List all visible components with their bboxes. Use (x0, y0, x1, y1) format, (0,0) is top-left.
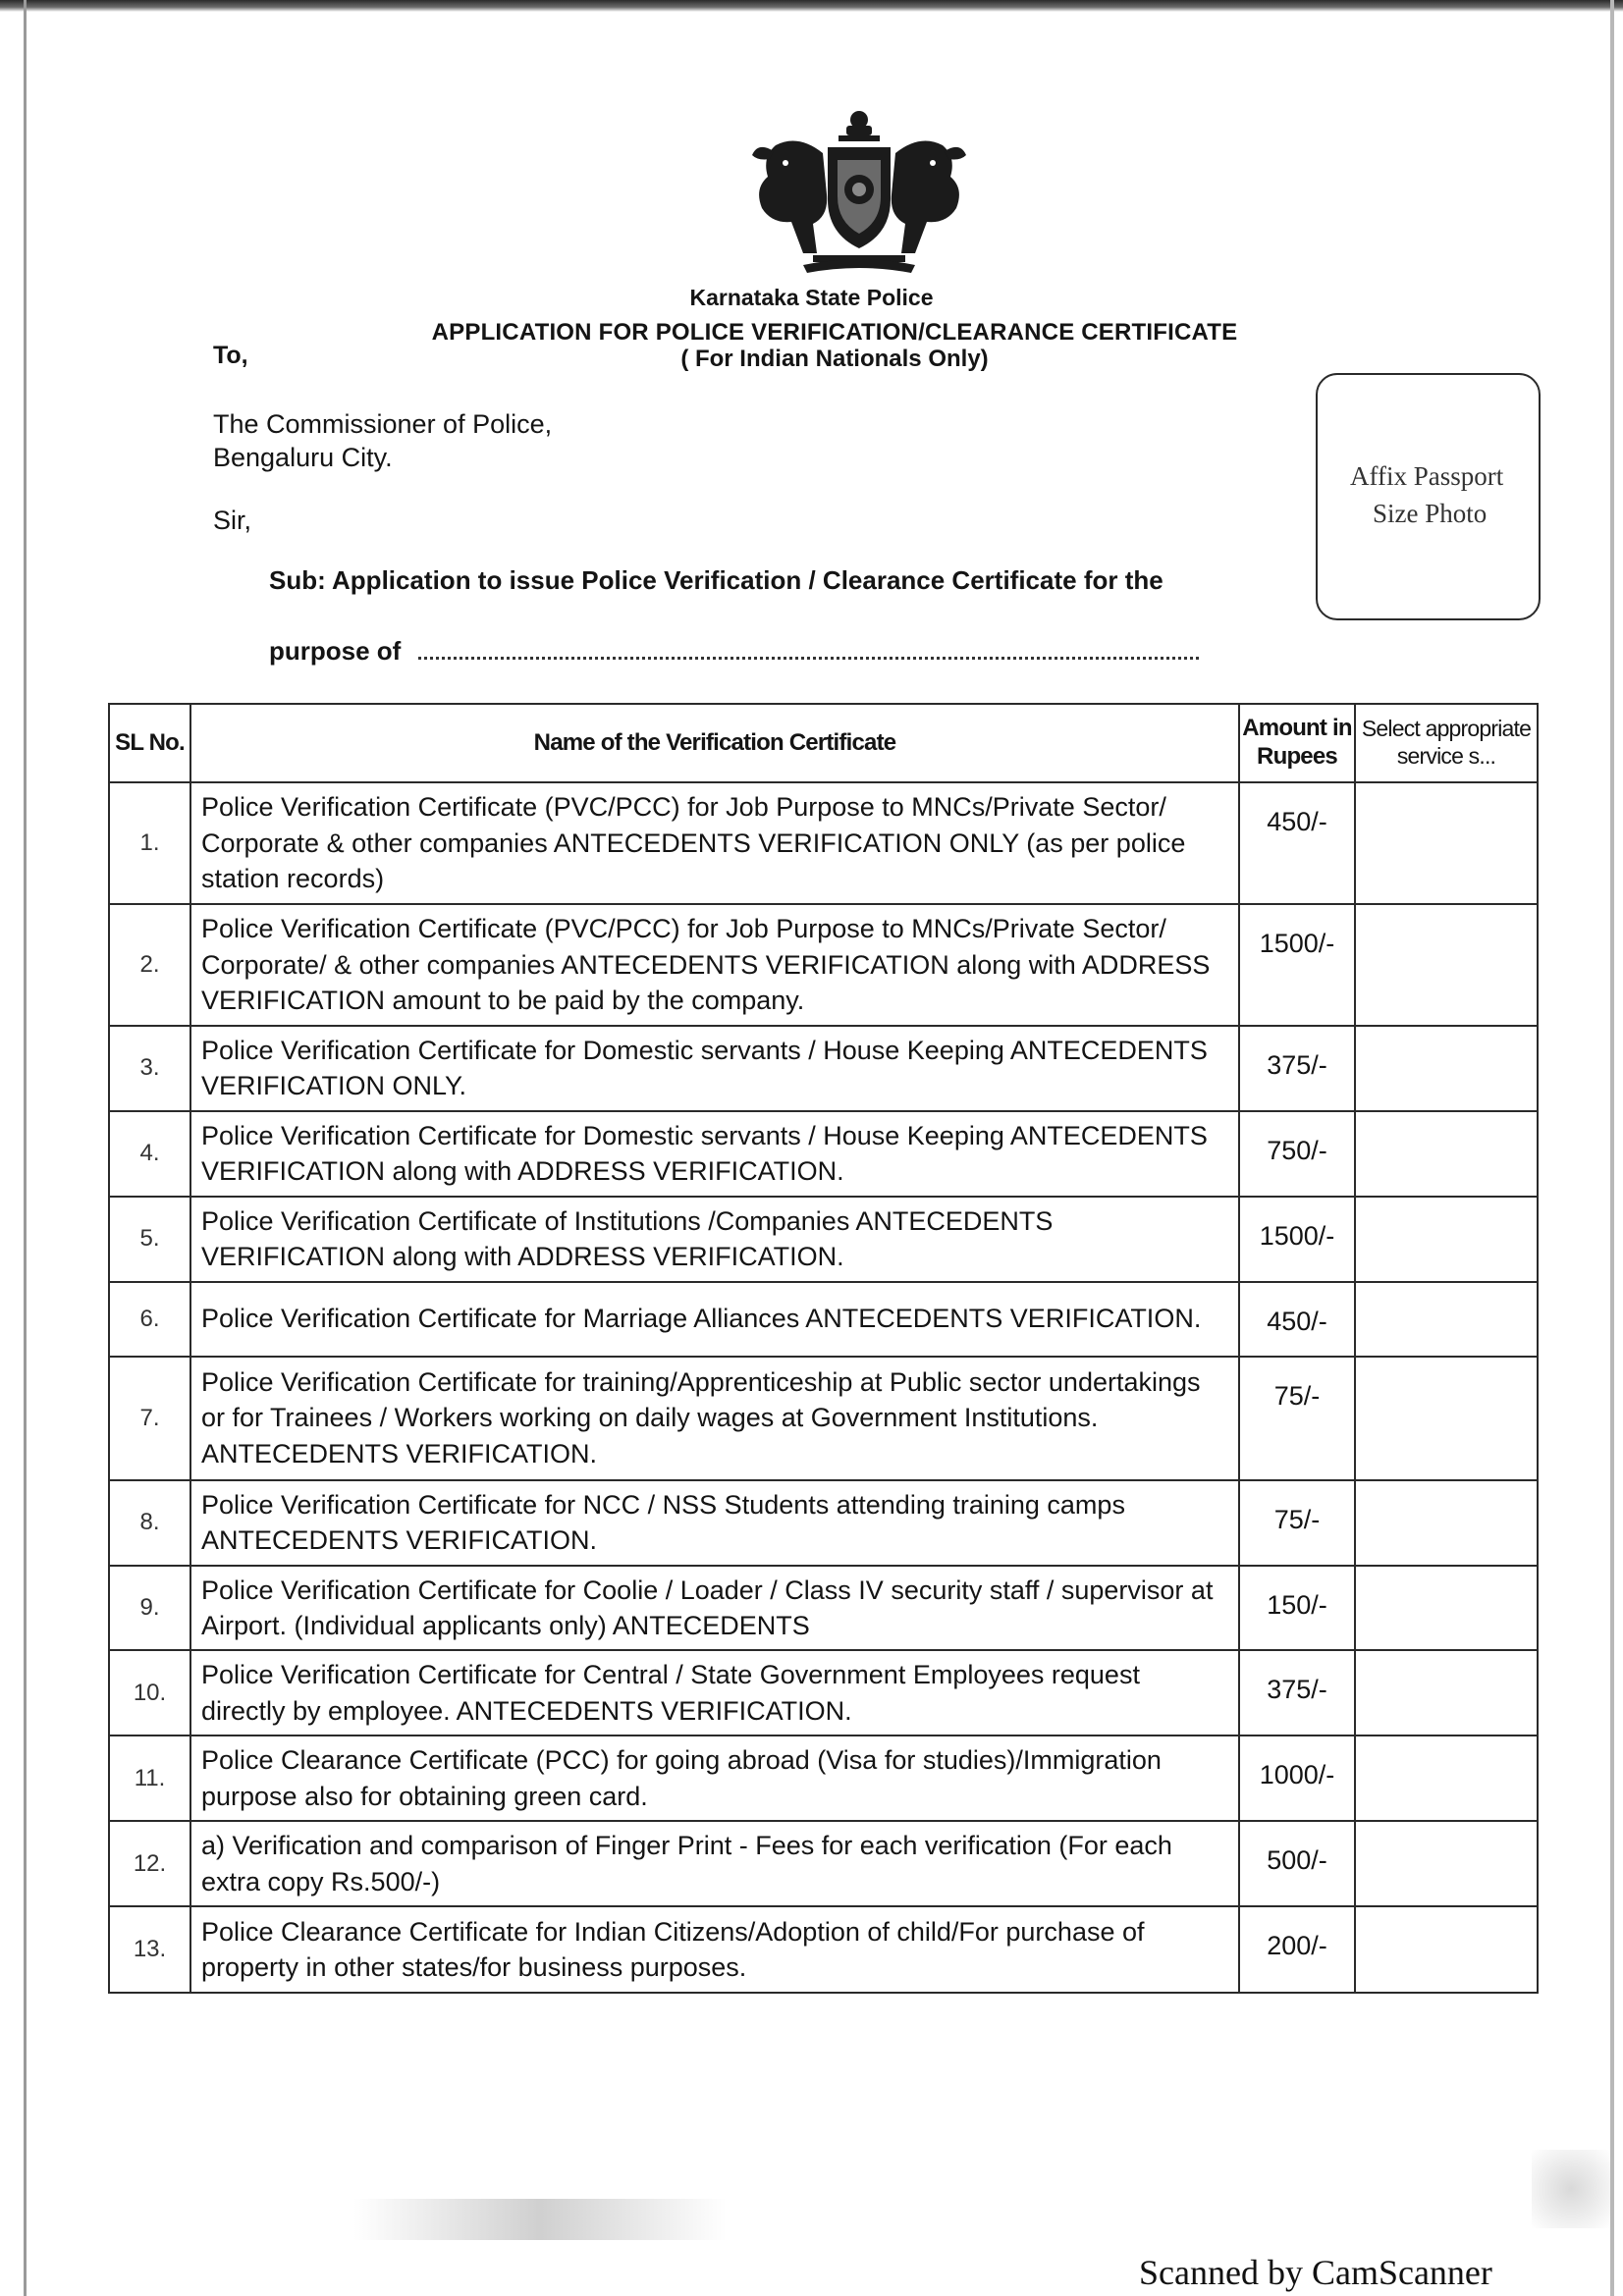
table-row (109, 1735, 1538, 1821)
table-row (109, 1111, 1538, 1197)
row-sl: 3. (109, 1026, 190, 1111)
row-sl: 7. (109, 1357, 190, 1480)
table-row (109, 1821, 1538, 1906)
row-certificate-name: a) Verification and comparison of Finger Print - Fees for each verification (For each extra copy Rs.500/-) (190, 1821, 1239, 1906)
row-sl: 12. (109, 1821, 190, 1906)
row-sl: 9. (109, 1566, 190, 1651)
row-amount: 75/- (1239, 1357, 1355, 1480)
table-row (109, 1282, 1538, 1357)
row-sl: 11. (109, 1735, 190, 1821)
to-label: To, (213, 342, 248, 369)
row-select-cell[interactable] (1355, 1197, 1538, 1282)
row-sl: 10. (109, 1650, 190, 1735)
table-row (109, 904, 1538, 1026)
photo-box-label-1: Affix Passport (1350, 461, 1504, 491)
addressee-line-1: The Commissioner of Police, (213, 409, 553, 439)
row-select-cell[interactable] (1355, 904, 1538, 1026)
row-certificate-name: Police Verification Certificate for Central / State Government Employees request directly by employee. ANTECEDENTS VERIFICATION. (190, 1650, 1239, 1735)
organization-name: Karnataka State Police (689, 285, 934, 310)
row-certificate-name: Police Verification Certificate for Domestic servants / House Keeping ANTECEDENTS VERIFICATION along with ADDRESS VERIFICATION. (190, 1111, 1239, 1197)
row-select-cell[interactable] (1355, 1480, 1538, 1566)
row-amount: 750/- (1239, 1111, 1355, 1197)
row-sl: 1. (109, 782, 190, 904)
row-sl: 8. (109, 1480, 190, 1566)
row-sl: 4. (109, 1111, 190, 1197)
row-select-cell[interactable] (1355, 1906, 1538, 1993)
row-amount: 150/- (1239, 1566, 1355, 1651)
row-sl: 2. (109, 904, 190, 1026)
row-certificate-name: Police Verification Certificate for training/Apprenticeship at Public sector undertakings or for Trainees / Workers working on daily wages at Government Institutions. ANTECEDENTS VERIFICATION. (190, 1357, 1239, 1480)
table-row (109, 1026, 1538, 1111)
row-certificate-name: Police Verification Certificate (PVC/PCC) for Job Purpose to MNCs/Private Sector/ Corporate/ & other companies ANTECEDENTS VERIFICATION along with ADDRESS VERIFICATION amount to be paid by the company. (190, 904, 1239, 1026)
row-amount: 1500/- (1239, 904, 1355, 1026)
row-certificate-name: Police Verification Certificate for Domestic servants / House Keeping ANTECEDENTS VERIFICATION ONLY. (190, 1026, 1239, 1111)
row-certificate-name: Police Verification Certificate for Coolie / Loader / Class IV security staff / supervisor at Airport. (Individual applicants only) ANTECEDENTS (190, 1566, 1239, 1651)
purpose-label: purpose of (269, 636, 402, 666)
scan-edge-left (24, 0, 27, 2296)
row-certificate-name: Police Verification Certificate for Marriage Alliances ANTECEDENTS VERIFICATION. (190, 1282, 1239, 1357)
row-select-cell[interactable] (1355, 782, 1538, 904)
row-select-cell[interactable] (1355, 1566, 1538, 1651)
photo-box-label-2: Size Photo (1373, 499, 1488, 528)
subject-line: Sub: Application to issue Police Verification / Clearance Certificate for the (269, 565, 1163, 595)
certificate-fee-table (108, 703, 1539, 1994)
scan-edge-right (1610, 0, 1614, 2296)
scanner-watermark: Scanned by CamScanner (1139, 2253, 1492, 2292)
row-select-cell[interactable] (1355, 1357, 1538, 1480)
document-subtitle: ( For Indian Nationals Only) (680, 346, 989, 372)
row-select-cell[interactable] (1355, 1821, 1538, 1906)
row-sl: 13. (109, 1906, 190, 1993)
row-amount: 450/- (1239, 782, 1355, 904)
table-row (109, 1566, 1538, 1651)
row-certificate-name: Police Verification Certificate (PVC/PCC) for Job Purpose to MNCs/Private Sector/ Corporate & other companies ANTECEDENTS VERIFICATION ONLY (as per police station records) (190, 782, 1239, 904)
karnataka-emblem-icon (744, 106, 974, 283)
header-certificate-name: Name of the Verification Certificate (190, 704, 1239, 782)
scan-smudge (1532, 2150, 1610, 2228)
row-amount: 1500/- (1239, 1197, 1355, 1282)
row-certificate-name: Police Clearance Certificate for Indian Citizens/Adoption of child/For purchase of property in other states/for business purposes. (190, 1906, 1239, 1993)
salutation: Sir, (213, 506, 252, 535)
table-header-row (109, 704, 1538, 782)
scan-smudge (353, 2199, 727, 2240)
row-amount: 375/- (1239, 1650, 1355, 1735)
photo-affix-box (1316, 373, 1541, 620)
document-title: APPLICATION FOR POLICE VERIFICATION/CLEARANCE CERTIFICATE (431, 319, 1238, 346)
table-row (109, 1480, 1538, 1566)
table-row (109, 1650, 1538, 1735)
row-amount: 450/- (1239, 1282, 1355, 1357)
row-amount: 1000/- (1239, 1735, 1355, 1821)
row-amount: 75/- (1239, 1480, 1355, 1566)
row-certificate-name: Police Clearance Certificate (PCC) for going abroad (Visa for studies)/Immigration purpose also for obtaining green card. (190, 1735, 1239, 1821)
addressee-line-2: Bengaluru City. (213, 443, 393, 472)
row-select-cell[interactable] (1355, 1282, 1538, 1357)
purpose-line (269, 636, 1199, 667)
row-amount: 375/- (1239, 1026, 1355, 1111)
purpose-blank-field[interactable] (418, 639, 1199, 660)
row-select-cell[interactable] (1355, 1026, 1538, 1111)
table-row (109, 1906, 1538, 1993)
row-certificate-name: Police Verification Certificate of Institutions /Companies ANTECEDENTS VERIFICATION along with ADDRESS VERIFICATION. (190, 1197, 1239, 1282)
row-sl: 6. (109, 1282, 190, 1357)
row-amount: 200/- (1239, 1906, 1355, 1993)
row-select-cell[interactable] (1355, 1650, 1538, 1735)
table-row (109, 1357, 1538, 1480)
row-sl: 5. (109, 1197, 190, 1282)
table-row (109, 782, 1538, 904)
row-select-cell[interactable] (1355, 1735, 1538, 1821)
header-select-service: Select appropriate service s... (1355, 704, 1538, 782)
header-amount: Amount in Rupees (1239, 704, 1355, 782)
row-amount: 500/- (1239, 1821, 1355, 1906)
table-row (109, 1197, 1538, 1282)
row-select-cell[interactable] (1355, 1111, 1538, 1197)
row-certificate-name: Police Verification Certificate for NCC / NSS Students attending training camps ANTECEDENTS VERIFICATION. (190, 1480, 1239, 1566)
header-sl-no: SL No. (109, 704, 190, 782)
scan-edge-top (0, 0, 1623, 12)
